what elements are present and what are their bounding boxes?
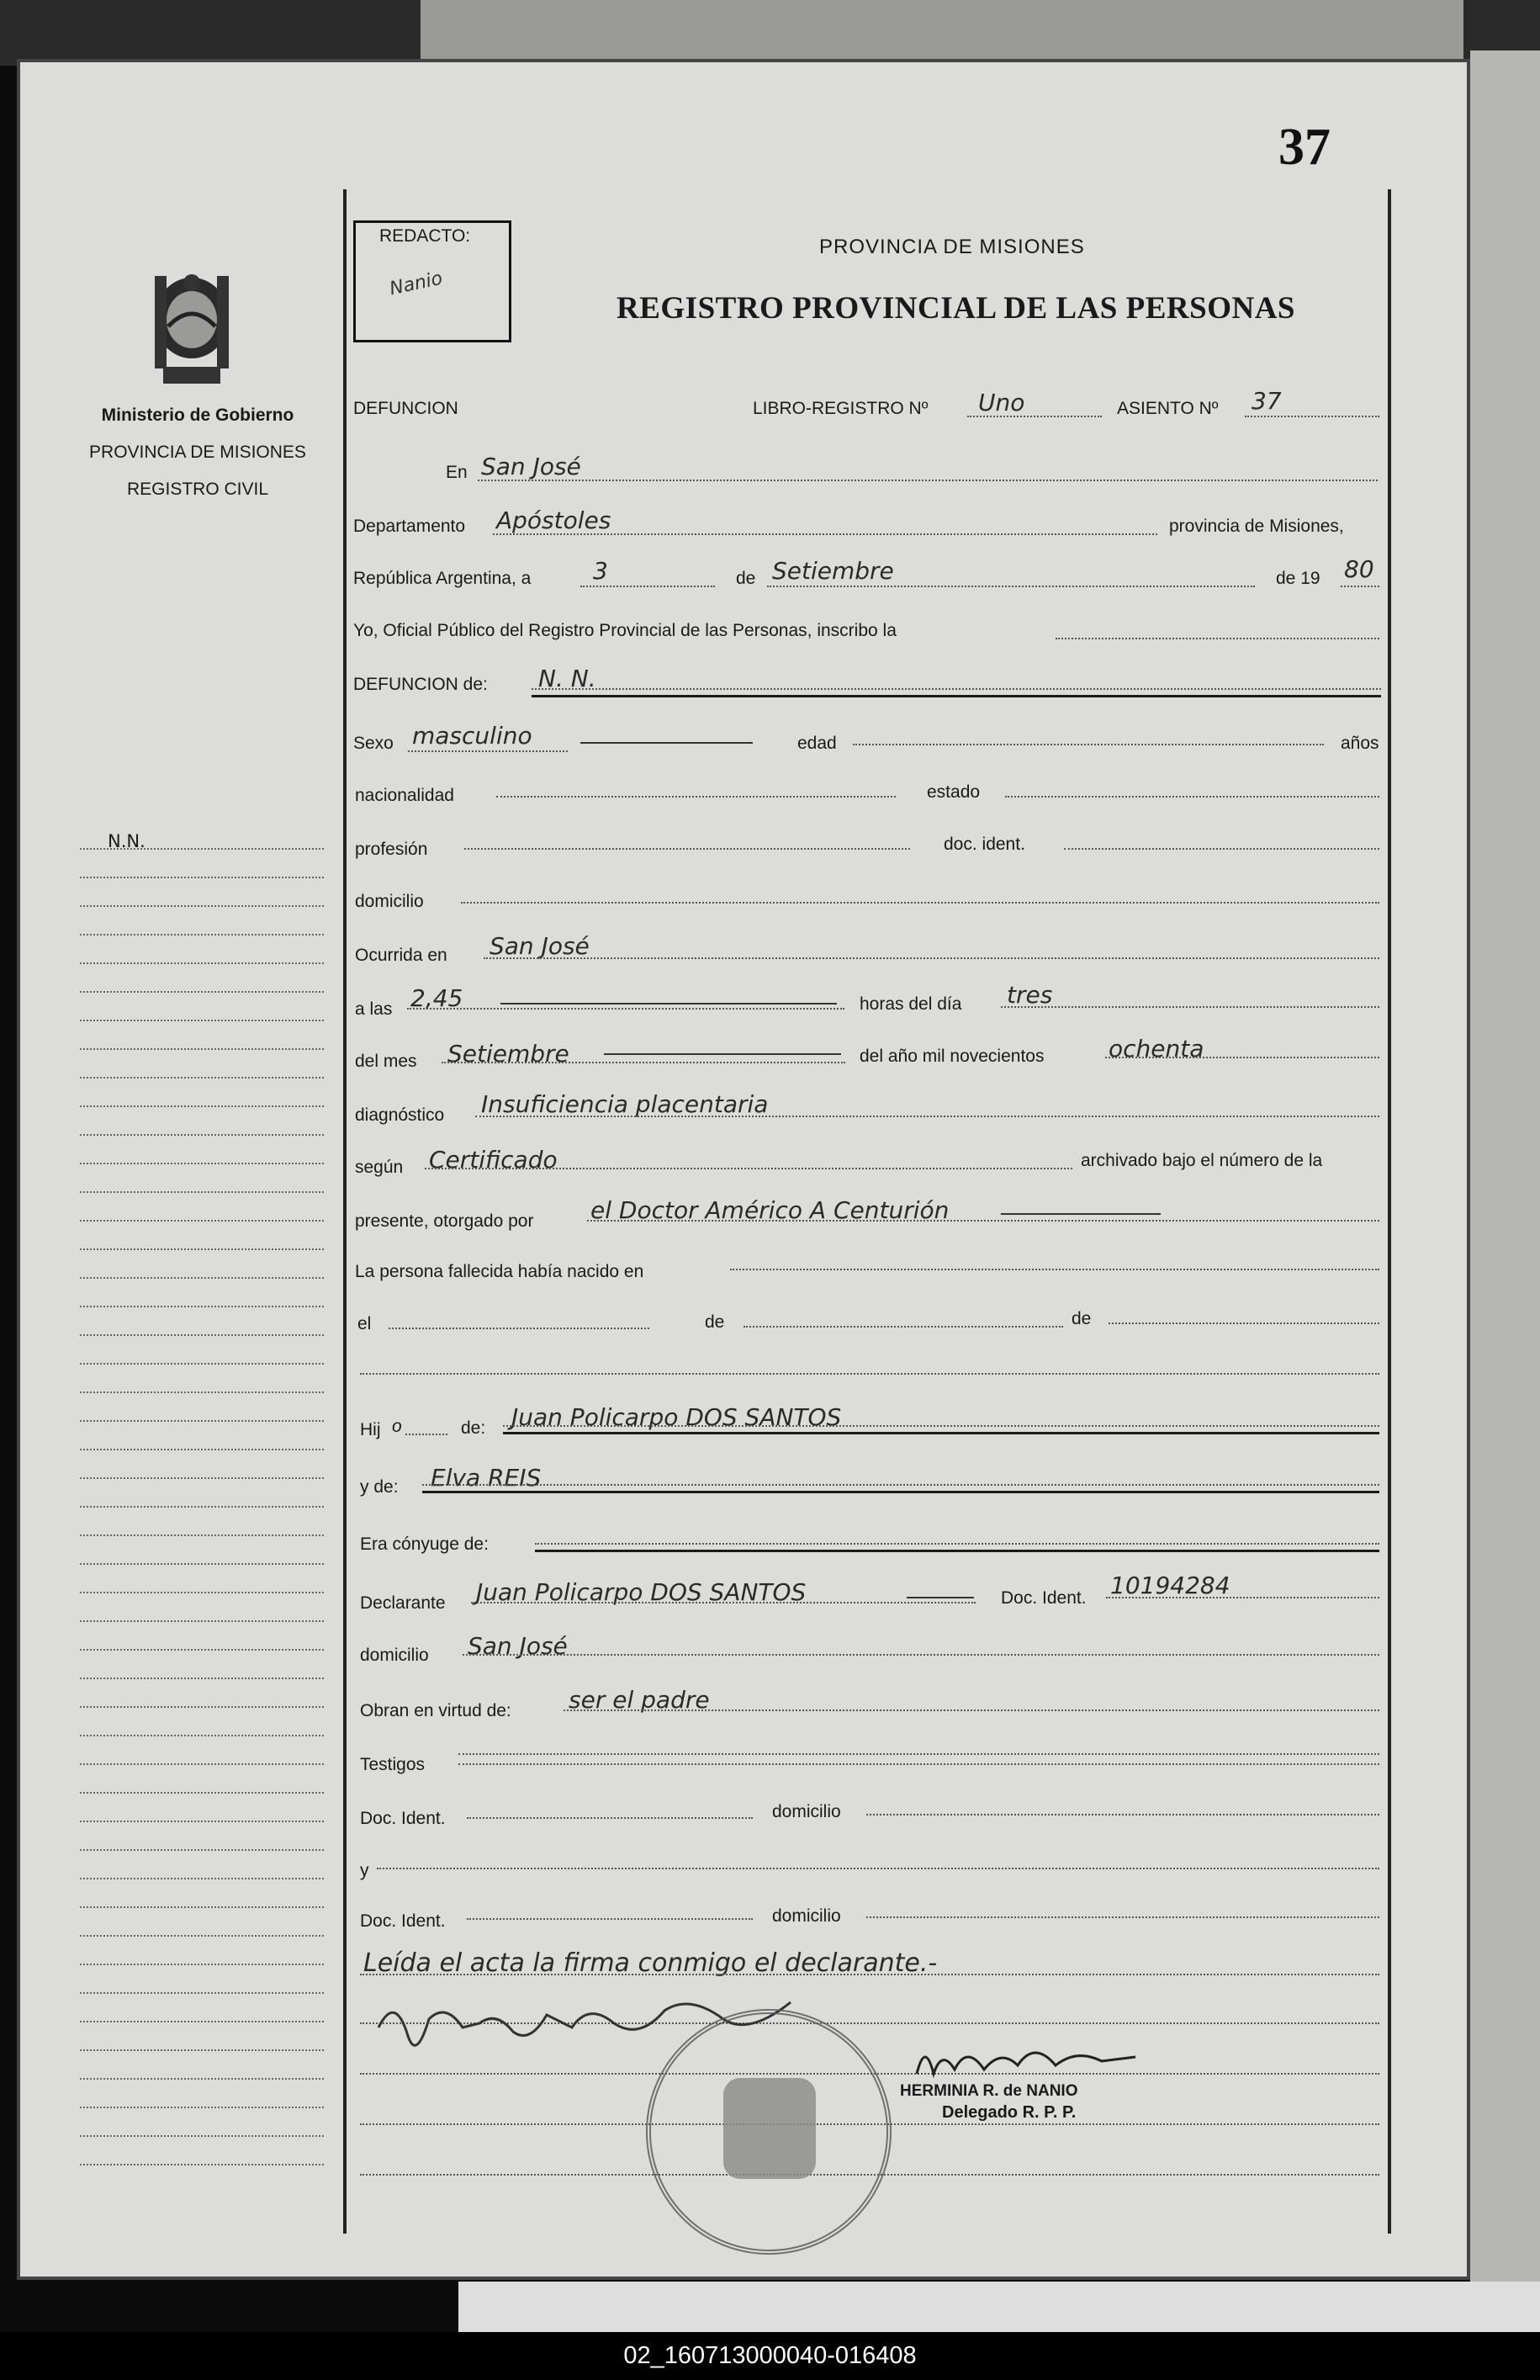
dom-decl-line — [463, 1654, 1379, 1656]
margin-ruled-line — [80, 2107, 324, 2108]
libro-line — [967, 416, 1102, 417]
segun-line — [425, 1168, 1072, 1169]
margin-ruled-line — [80, 848, 324, 850]
padre-dotted — [503, 1425, 1379, 1427]
madre-dotted — [422, 1484, 1379, 1486]
margin-ruled-line — [80, 1849, 324, 1851]
profesion-line — [464, 848, 910, 850]
t2-dom-line — [866, 1916, 1379, 1918]
doc-ident-line — [1064, 848, 1379, 850]
alas-label: a las — [355, 999, 393, 1019]
margin-ruled-line — [80, 1792, 324, 1794]
profesion-label: profesión — [355, 840, 428, 859]
margin-ruled-line — [80, 1449, 324, 1450]
domicilio-line — [461, 902, 1379, 904]
departamento-line — [493, 533, 1157, 535]
margin-ruled-line — [80, 1935, 324, 1937]
background-bottom — [458, 2282, 1540, 2332]
asiento-value: 37 — [1252, 387, 1282, 415]
provincia-text: provincia de Misiones, — [1169, 517, 1344, 536]
background-top — [0, 0, 1540, 66]
margin-ruled-line — [80, 1763, 324, 1765]
margin-ruled-line — [80, 1735, 324, 1736]
margin-ruled-line — [80, 1220, 324, 1222]
hijo-label: Hij — [360, 1420, 381, 1439]
margin-ruled-line — [80, 2135, 324, 2137]
margin-ruled-line — [80, 1134, 324, 1136]
libro-value: Uno — [978, 389, 1025, 416]
y-line — [377, 1868, 1379, 1869]
margin-ruled-line — [80, 1906, 324, 1908]
margin-ruled-line — [80, 1191, 324, 1193]
record-type: DEFUNCION — [353, 399, 458, 418]
margin-ruled-line — [80, 1277, 324, 1279]
declarante-label: Declarante — [360, 1593, 446, 1613]
madre-value: Elva REIS — [431, 1464, 542, 1492]
background-right — [1470, 50, 1540, 2322]
margin-ruled-line — [80, 2164, 324, 2165]
margin-ruled-line — [80, 1334, 324, 1336]
en-line — [478, 480, 1378, 481]
diagnostico-value: Insuficiencia placentaria — [481, 1090, 769, 1118]
margin-note: N.N. — [108, 831, 146, 851]
margin-ruled-line — [80, 1706, 324, 1708]
margin-ruled-line — [80, 905, 324, 907]
edad-line — [853, 744, 1324, 745]
header-title: REGISTRO PROVINCIAL DE LAS PERSONAS — [617, 291, 1296, 326]
defuncion-de-label: DEFUNCION de: — [353, 675, 488, 694]
seal-emblem-icon — [723, 2078, 816, 2179]
testigos-line-2 — [458, 1763, 1379, 1765]
diagnostico-label: diagnóstico — [355, 1105, 445, 1125]
sexo-line — [408, 750, 568, 752]
defuncion-de-value: N. N. — [538, 665, 596, 692]
header-province: PROVINCIA DE MISIONES — [819, 236, 1085, 258]
margin-ruled-line — [80, 991, 324, 993]
madre-rule — [422, 1491, 1379, 1493]
margin-ruled-line — [80, 2049, 324, 2051]
diagnostico-line — [475, 1116, 1379, 1117]
margin-ruled-line — [80, 1563, 324, 1565]
anio-value: ochenta — [1109, 1035, 1204, 1063]
nacionalidad-label: nacionalidad — [355, 786, 454, 805]
sexo-value: masculino — [412, 722, 532, 750]
mes-line — [442, 1062, 845, 1063]
margin-ruled-line — [80, 1878, 324, 1879]
margin-ruled-line — [80, 1248, 324, 1250]
padre-value: Juan Policarpo DOS SANTOS — [511, 1403, 842, 1431]
hijo-suffix: o — [392, 1417, 402, 1436]
en-value: San José — [481, 453, 581, 480]
departamento-label: Departamento — [353, 517, 466, 536]
testigos-label: Testigos — [360, 1755, 426, 1774]
en-label: En — [446, 463, 468, 482]
nacionalidad-line — [496, 796, 896, 798]
t1-doc-label: Doc. Ident. — [360, 1809, 446, 1828]
margin-ruled-line — [80, 1048, 324, 1050]
page-number: 37 — [1278, 119, 1331, 176]
el-line — [389, 1328, 649, 1329]
y-label: y — [360, 1861, 369, 1880]
republica-label: República Argentina, a — [353, 569, 532, 588]
estado-label: estado — [927, 782, 981, 802]
margin-ruled-line — [80, 962, 324, 964]
testigos-line-1 — [458, 1753, 1379, 1755]
month-value: Setiembre — [772, 557, 894, 585]
margin-ruled-line — [80, 934, 324, 936]
margin-ruled-line — [80, 1678, 324, 1679]
edad-label: edad — [797, 734, 837, 753]
margin-ruled-line — [80, 1420, 324, 1422]
conyuge-label: Era cónyuge de: — [360, 1535, 489, 1554]
closing-text: Leída el acta la firma conmigo el declarante.- — [363, 1948, 938, 1978]
dom-decl-label: domicilio — [360, 1646, 429, 1665]
asiento-label: ASIENTO Nº — [1117, 399, 1219, 418]
presente-label: presente, otorgado por — [355, 1211, 534, 1231]
margin-ruled-line — [80, 1105, 324, 1107]
declarante-dash — [907, 1597, 974, 1598]
registry-label: REGISTRO CIVIL — [126, 480, 269, 499]
year-value: 80 — [1344, 555, 1374, 583]
hijo-dots — [405, 1434, 447, 1435]
margin-ruled-line — [80, 877, 324, 878]
t2-dom-label: domicilio — [772, 1906, 841, 1926]
segun-value: Certificado — [429, 1146, 558, 1174]
padre-rule — [503, 1432, 1379, 1434]
nacido-de1-label: de — [705, 1312, 725, 1332]
sexo-dash — [580, 742, 753, 744]
margin-ruled-line — [80, 1477, 324, 1479]
departamento-value: Apóstoles — [496, 506, 611, 534]
redacto-box — [353, 220, 511, 342]
image-caption: 02_160713000040-016408 — [0, 2332, 1540, 2380]
margin-ruled-line — [80, 1964, 324, 1965]
obran-line — [564, 1709, 1379, 1711]
redacto-value: Nanio — [388, 268, 445, 300]
nacido-de2-line — [1109, 1323, 1379, 1324]
sexo-label: Sexo — [353, 734, 394, 753]
declarante-line — [471, 1602, 976, 1603]
estado-line — [1005, 796, 1379, 798]
segun-label: según — [355, 1158, 404, 1177]
margin-ruled-line — [80, 1363, 324, 1365]
doc-label: Doc. Ident. — [1001, 1588, 1087, 1608]
yde-label: y de: — [360, 1477, 399, 1497]
redacto-label: REDACTO: — [379, 226, 471, 246]
month-line — [767, 586, 1255, 587]
t2-doc-line — [467, 1918, 753, 1920]
dom-decl-value: San José — [468, 1632, 568, 1660]
t2-doc-label: Doc. Ident. — [360, 1911, 446, 1931]
alas-dash — [500, 1003, 837, 1004]
provincial-crest-icon — [138, 268, 246, 394]
month-de-label: de — [736, 569, 756, 588]
year-line — [1341, 586, 1379, 587]
nacido-label: La persona fallecida había nacido en — [355, 1262, 644, 1281]
t1-doc-line — [467, 1817, 753, 1819]
obran-label: Obran en virtud de: — [360, 1701, 511, 1720]
anos-label: años — [1341, 734, 1379, 753]
alas-line — [407, 1008, 844, 1010]
margin-ruled-line — [80, 2078, 324, 2080]
margin-ruled-line — [80, 1306, 324, 1307]
domicilio-label: domicilio — [355, 892, 424, 911]
presente-value: el Doctor Américo A Centurión — [590, 1196, 950, 1224]
margin-ruled-line — [80, 1992, 324, 1994]
doc-line — [1106, 1597, 1379, 1598]
nacido-line — [730, 1269, 1379, 1270]
hijo-de-label: de: — [461, 1418, 486, 1438]
anio-label: del año mil novecientos — [860, 1047, 1045, 1066]
doc-value: 10194284 — [1110, 1572, 1230, 1599]
nacido-de2-label: de — [1072, 1309, 1092, 1328]
form-left-border — [343, 189, 347, 2234]
margin-ruled-line — [80, 1620, 324, 1622]
margin-ruled-line — [80, 1506, 324, 1508]
alas-value: 2,45 — [410, 984, 463, 1012]
libro-label: LIBRO-REGISTRO Nº — [753, 399, 929, 418]
form-right-border — [1388, 189, 1391, 2234]
delegate-role: Delegado R. P. P. — [942, 2103, 1077, 2122]
presente-dash — [1001, 1213, 1161, 1215]
mes-label: del mes — [355, 1052, 417, 1071]
ocurrida-label: Ocurrida en — [355, 946, 447, 965]
margin-ruled-line — [80, 2021, 324, 2022]
defuncion-rule — [532, 695, 1381, 697]
margin-ruled-line — [80, 1163, 324, 1164]
margin-ruled-line — [80, 1391, 324, 1393]
asiento-line — [1245, 416, 1379, 417]
margin-ruled-line — [80, 1020, 324, 1021]
wood-plank — [421, 0, 1463, 59]
oficial-text: Yo, Oficial Público del Registro Provincial de las Personas, inscribo la — [353, 621, 897, 640]
anio-line — [1105, 1057, 1379, 1058]
defuncion-dotted — [532, 688, 1381, 690]
t1-dom-label: domicilio — [772, 1802, 841, 1821]
presente-line — [587, 1220, 1379, 1222]
margin-ruled-line — [80, 1592, 324, 1593]
mes-dash — [604, 1053, 841, 1055]
conyuge-dotted — [535, 1543, 1379, 1545]
mes-value: Setiembre — [447, 1040, 569, 1068]
t1-dom-line — [866, 1814, 1379, 1815]
closing-line-1 — [360, 1974, 1379, 1975]
ocurrida-value: San José — [490, 932, 590, 960]
margin-ruled-line — [80, 1821, 324, 1822]
obran-value: ser el padre — [569, 1686, 710, 1714]
horas-label: horas del día — [860, 994, 962, 1014]
day-line — [580, 586, 715, 587]
doc-ident-label: doc. ident. — [944, 835, 1025, 854]
declarante-value: Juan Policarpo DOS SANTOS — [476, 1578, 807, 1606]
archivado-text: archivado bajo el número de la — [1081, 1151, 1323, 1170]
oficial-line — [1056, 638, 1379, 639]
extra-line — [360, 1373, 1379, 1375]
horas-line — [1001, 1006, 1379, 1008]
nacido-de1-line — [744, 1326, 1063, 1328]
margin-ruled-line — [80, 1649, 324, 1651]
ministry-label: Ministerio de Gobierno — [101, 406, 294, 425]
year-prefix: de 19 — [1276, 569, 1320, 588]
margin-ruled-line — [80, 1077, 324, 1079]
el-label: el — [357, 1314, 372, 1333]
day-value: 3 — [593, 557, 608, 585]
margin-ruled-line — [80, 1535, 324, 1536]
ocurrida-line — [484, 957, 1379, 959]
conyuge-rule — [535, 1550, 1379, 1552]
province-label: PROVINCIA DE MISIONES — [89, 443, 306, 462]
delegate-name: HERMINIA R. de NANIO — [900, 2082, 1078, 2100]
horas-value: tres — [1007, 981, 1053, 1009]
